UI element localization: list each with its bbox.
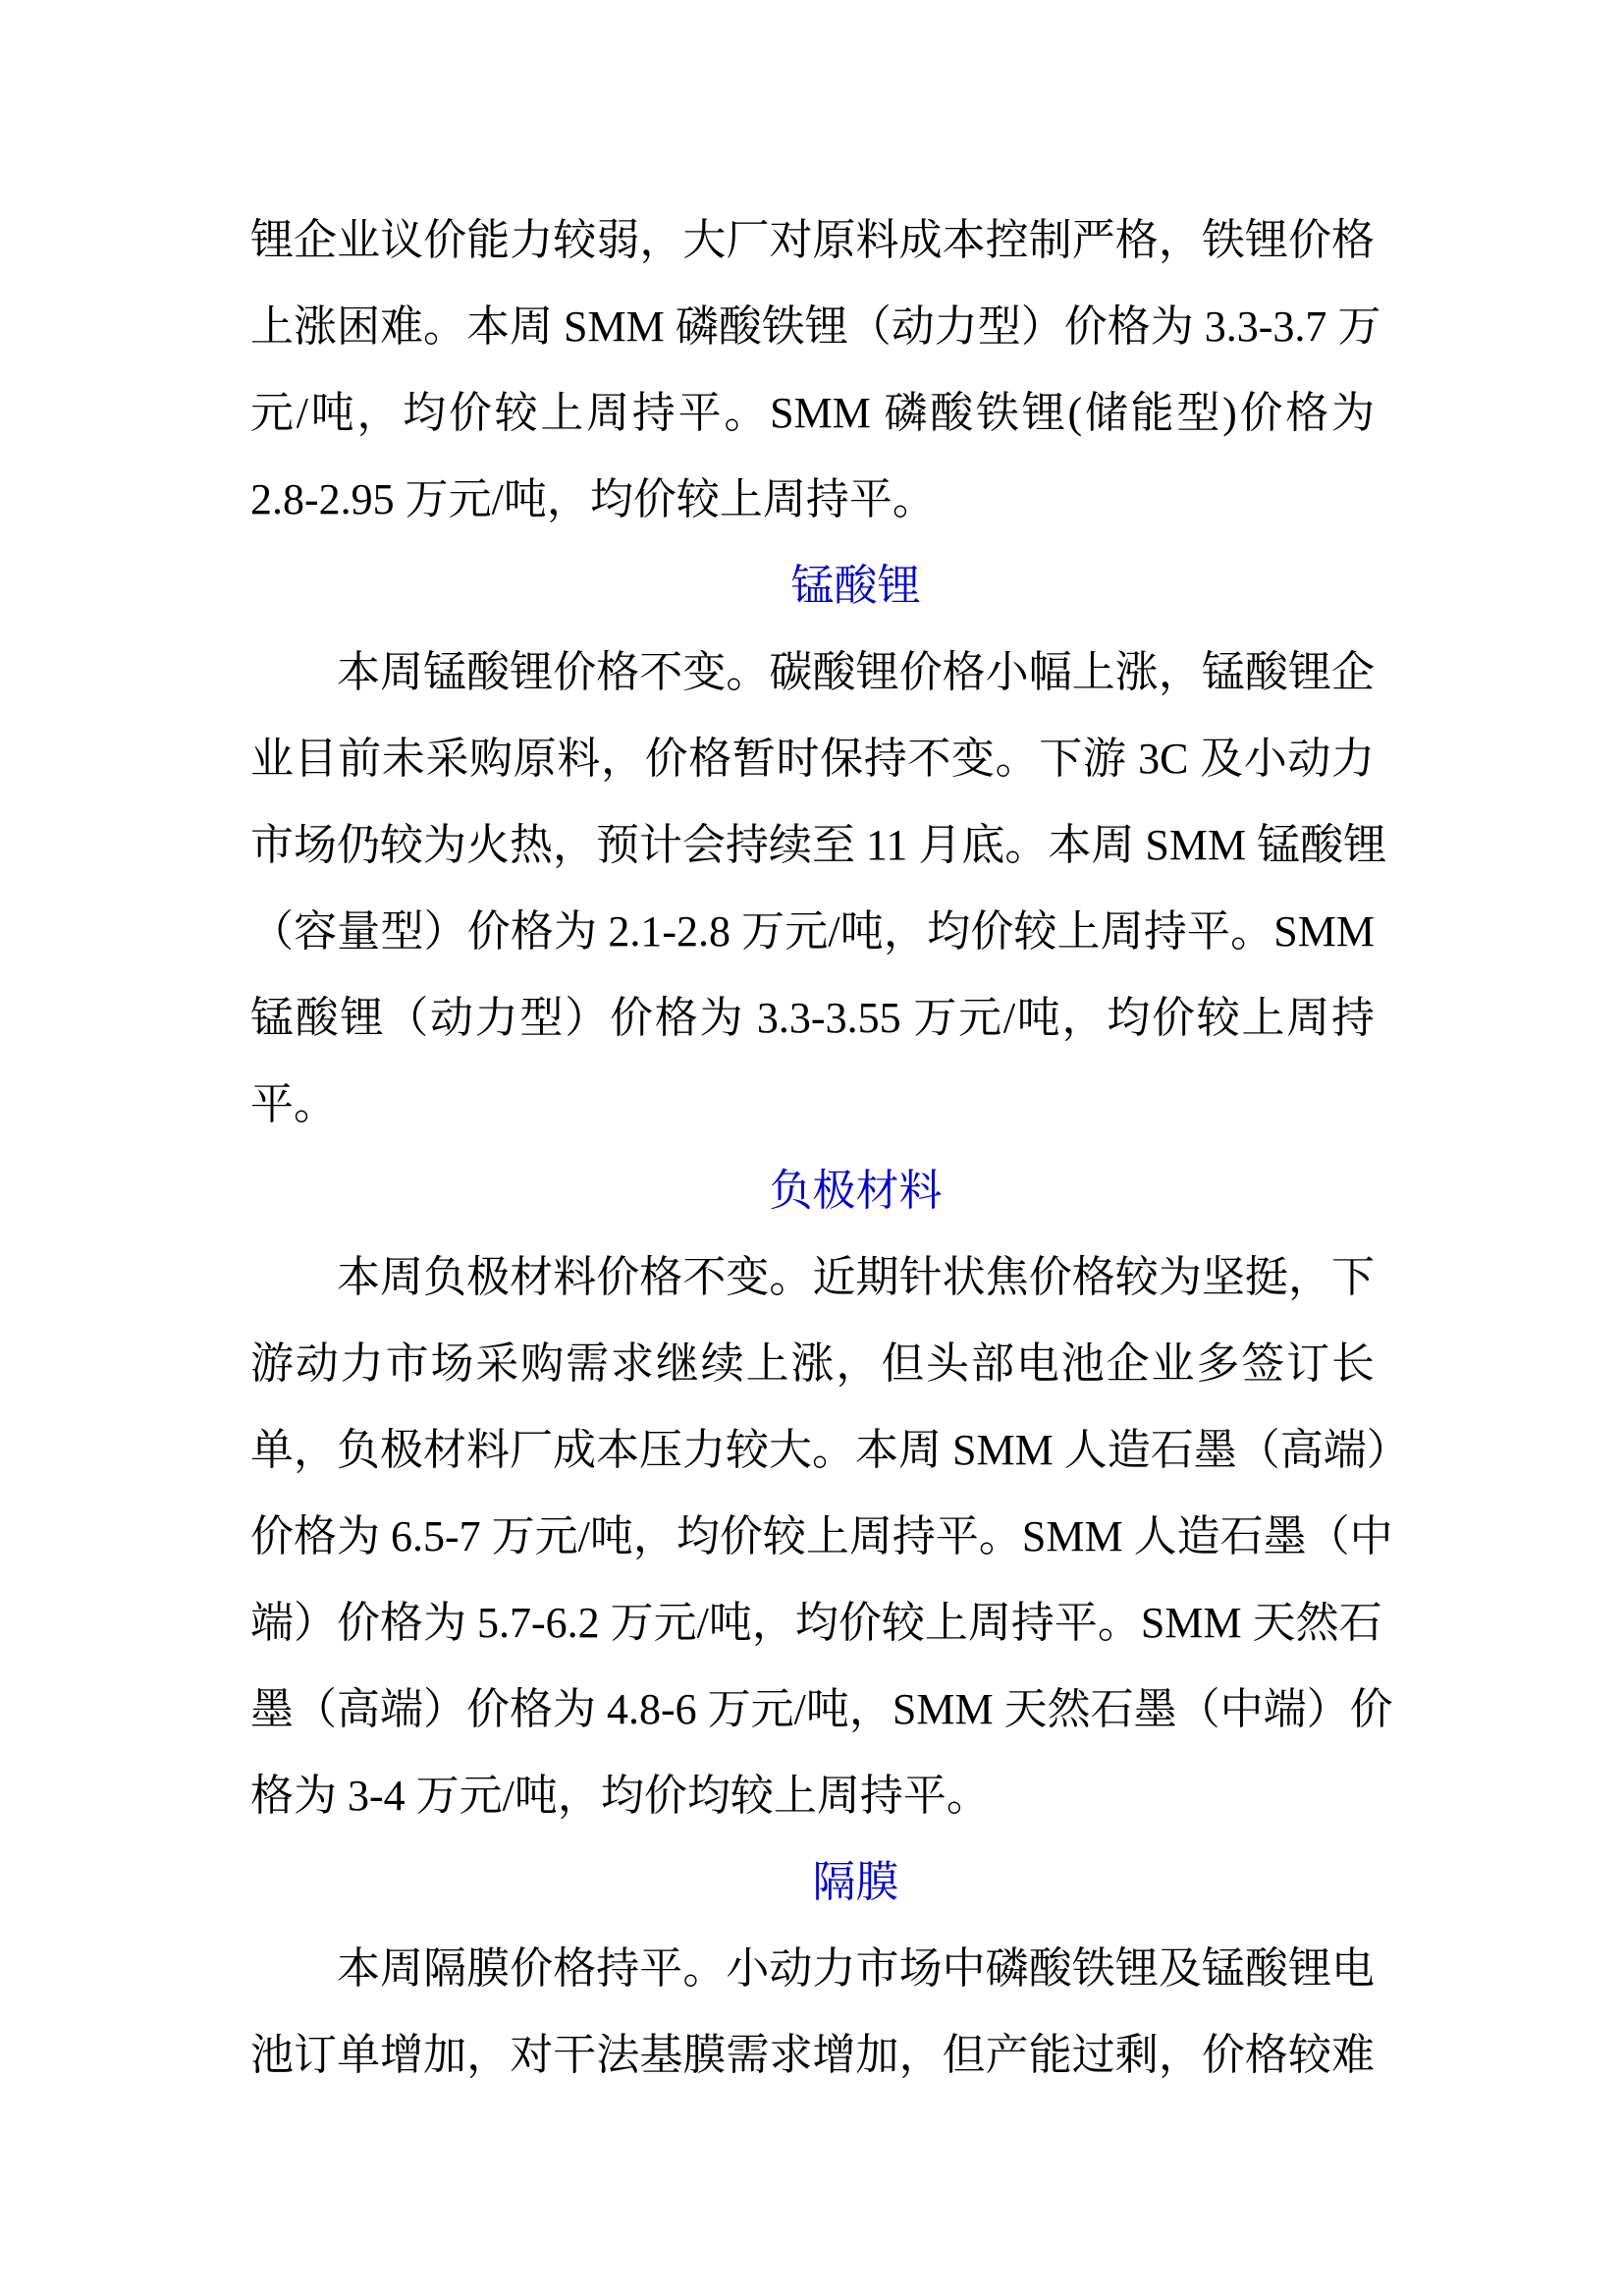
section-separator — [250, 1839, 1375, 2099]
text-line: 2.8-2.95 万元/吨，均价较上周持平。 — [250, 475, 936, 523]
text-line: 市场仍较为火热，预计会持续至 11 月底。本周 SMM 锰酸锂 — [250, 821, 1387, 869]
text-line: 游动力市场采购需求继续上涨，但头部电池企业多签订长 — [250, 1339, 1375, 1388]
text-line: 池订单增加，对干法基膜需求增加，但产能过剩，价格较难 — [250, 2031, 1375, 2079]
section-anode-materials — [250, 1148, 1410, 1839]
text-line: 价格为 6.5-7 万元/吨，均价较上周持平。SMM 人造石墨（中 — [250, 1512, 1393, 1560]
text-line: 本周负极材料价格不变。近期针状焦价格较为坚挺，下 — [337, 1253, 1375, 1301]
text-line: 端）价格为 5.7-6.2 万元/吨，均价较上周持平。SMM 天然石 — [250, 1599, 1382, 1647]
text-line: 本周锰酸锂价格不变。碳酸锂价格小幅上涨，锰酸锂企 — [337, 648, 1375, 696]
heading-lmo: 锰酸锂 — [790, 562, 921, 610]
text-line: 平。 — [250, 1080, 337, 1128]
text-line: 上涨困难。本周 SMM 磷酸铁锂（动力型）价格为 3.3-3.7 万 — [250, 302, 1381, 351]
text-line: 墨（高端）价格为 4.8-6 万元/吨，SMM 天然石墨（中端）价 — [250, 1685, 1393, 1733]
text-line: 单，负极材料厂成本压力较大。本周 SMM 人造石墨（高端） — [250, 1426, 1410, 1474]
text-line: 业目前未采购原料，价格暂时保持不变。下游 3C 及小动力 — [250, 735, 1375, 783]
text-line: 元/吨，均价较上周持平。SMM 磷酸铁锂(储能型)价格为 — [250, 389, 1375, 437]
text-line: （容量型）价格为 2.1-2.8 万元/吨，均价较上周持平。SMM — [250, 907, 1375, 956]
text-line: 锰酸锂（动力型）价格为 3.3-3.55 万元/吨，均价较上周持 — [250, 994, 1375, 1042]
section-lfp — [250, 197, 1381, 543]
section-lmo — [250, 543, 1387, 1148]
text-line: 格为 3-4 万元/吨，均价均较上周持平。 — [250, 1772, 990, 1820]
heading-separator: 隔膜 — [812, 1858, 899, 1906]
heading-anode-materials: 负极材料 — [769, 1167, 943, 1215]
text-line: 本周隔膜价格持平。小动力市场中磷酸铁锂及锰酸锂电 — [337, 1944, 1375, 1993]
text-line: 锂企业议价能力较弱，大厂对原料成本控制严格，铁锂价格 — [250, 216, 1375, 264]
